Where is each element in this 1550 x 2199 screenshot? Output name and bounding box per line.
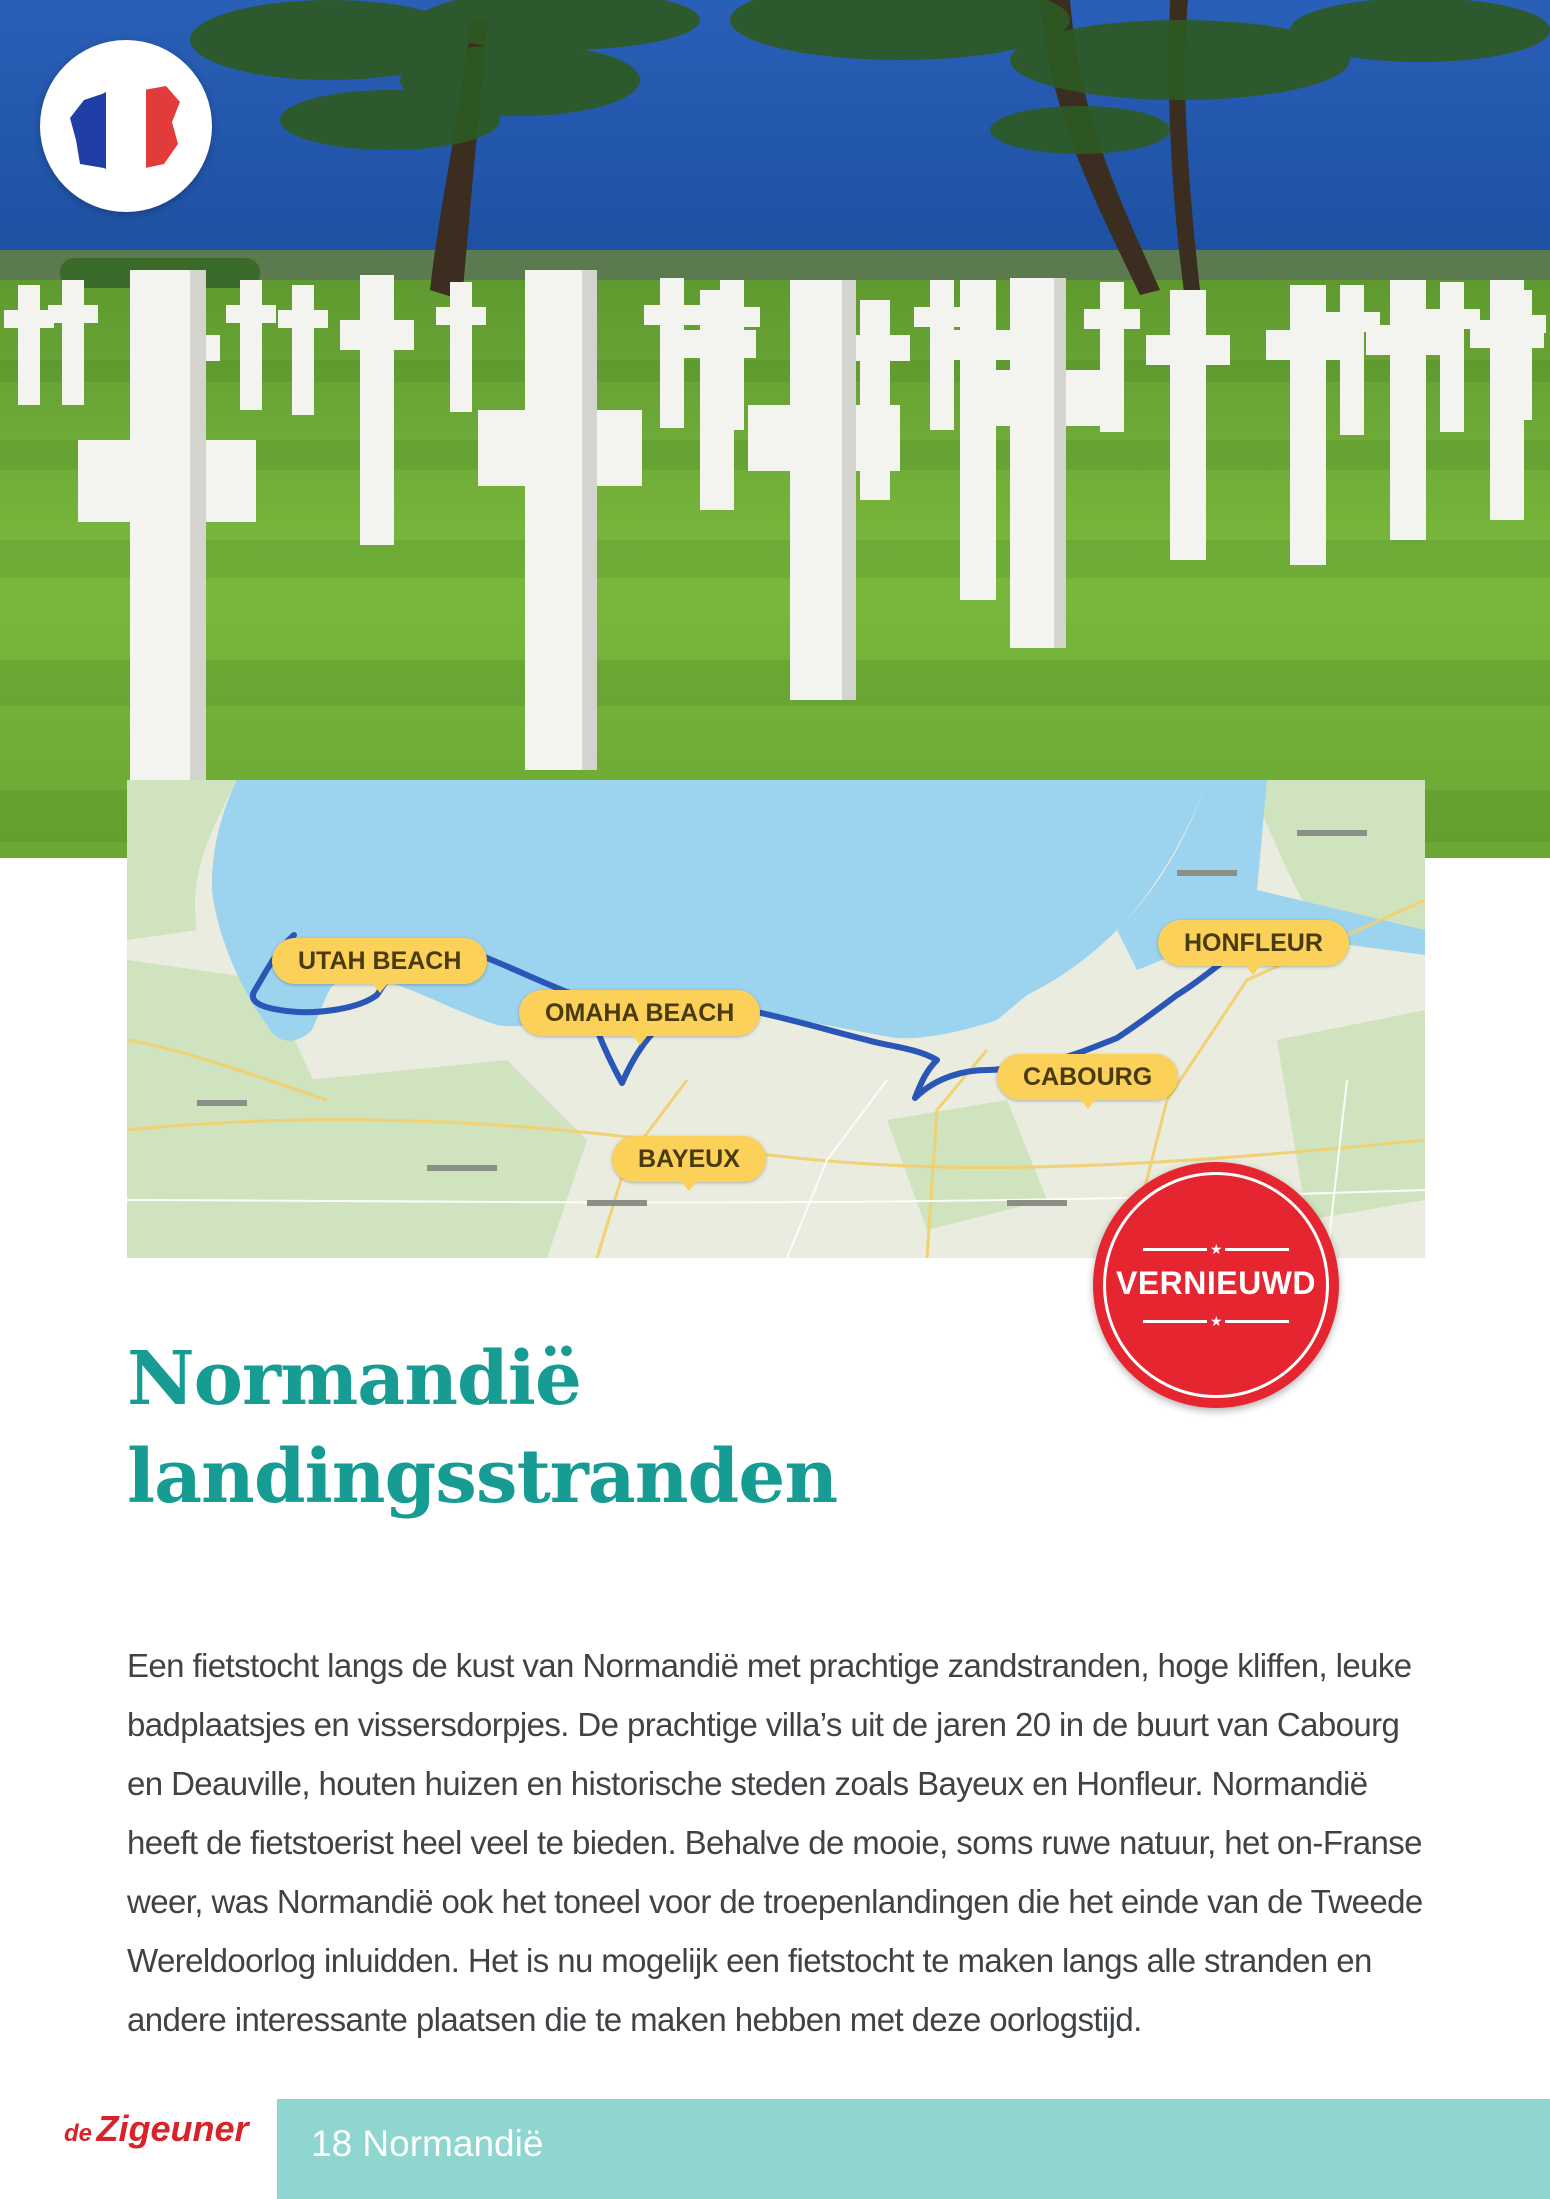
badge-divider-bottom-left xyxy=(1143,1320,1207,1323)
page-number-label: 18 Normandië xyxy=(311,2123,544,2164)
intro-paragraph: Een fietstocht langs de kust van Normandië met prachtige zandstranden, hoge kliffen, leuke badplaatsjes en vissersdorpjes. De prachtige villa’s uit de jaren 20 in de buurt van Cabourg en Deauville, houten huizen en historische steden zoals Bayeux en Honfleur. Normandië heeft de fietstoerist heel veel te bieden. Behalve de mooie, soms ruwe natuur, het on-Franse weer, was Normandië ook het toneel voor de troepenlandingen die het einde van de Tweede Wereldoorlog inluidden. Het is nu mogelijk een fietstocht te maken langs alle stranden en andere interessante plaatsen die te maken hebben met deze oorlogstijd. xyxy=(127,1647,1423,2038)
hero-photo xyxy=(0,0,1550,858)
map-pin-cabourg: CABOURG xyxy=(997,1054,1178,1100)
map-pin-honfleur: HONFLEUR xyxy=(1158,920,1349,966)
title-line-2: landingsstranden xyxy=(127,1434,838,1520)
brand-name: Zigeuner xyxy=(96,2108,249,2149)
footer-bar xyxy=(277,2099,1550,2199)
brand-prefix: de xyxy=(64,2120,93,2147)
star-icon: ★ xyxy=(1210,1313,1223,1329)
vernieuwd-badge xyxy=(1093,1162,1339,1408)
badge-label: VERNIEUWD xyxy=(1115,1265,1317,1301)
badge-divider-top-right xyxy=(1225,1248,1289,1251)
cemetery-illustration xyxy=(0,0,1550,858)
badge-divider-bottom-right xyxy=(1225,1320,1289,1323)
title-line-1: Normandië xyxy=(127,1336,581,1422)
page-title xyxy=(127,1330,1127,1526)
france-flag-icon xyxy=(40,40,212,212)
badge-divider-top-left xyxy=(1143,1248,1207,1251)
brand-logo xyxy=(64,2108,248,2150)
map-pin-omaha-beach: OMAHA BEACH xyxy=(519,990,760,1036)
map-pin-utah-beach: UTAH BEACH xyxy=(272,938,487,984)
map-pin-bayeux: BAYEUX xyxy=(612,1136,766,1182)
star-icon: ★ xyxy=(1210,1241,1223,1257)
